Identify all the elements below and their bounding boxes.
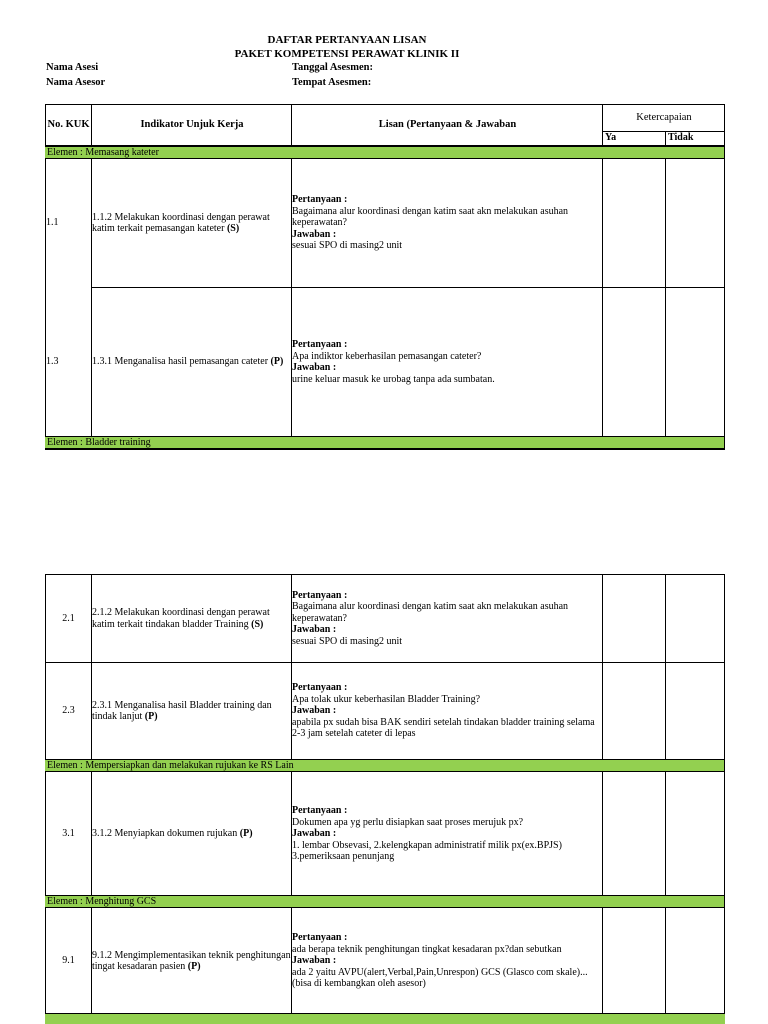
row-9-1-qa: Pertanyaan : ada berapa teknik penghitungan tingkat kesadaran px?dan sebutkan Jawaban : ada 2 yaitu AVPU(alert,Verbal,Pain,Unrespon) GCS (Glasco com skale)...(bisa di kembangkan oleh asesor) [292,932,588,990]
row-2-1-no: 2.1 [62,612,75,624]
row-9-1-no: 9.1 [62,955,75,967]
col-ya-header: Ya [605,132,617,143]
row-2-1-qa: Pertanyaan : Bagaimana alur koordinasi dengan katim saat akn melakukan asuhan keperawatan? Jawaban : sesuai SPO di masing2 unit [292,589,569,647]
row-9-1-indikator: 9.1.2 Mengimplementasikan teknik penghitungan tingat kesadaran pasien (P) [92,949,291,972]
col-tidak-header: Tidak [668,132,694,143]
row-3-1-no: 3.1 [62,828,75,840]
nama-asesi-label: Nama Asesi [46,62,99,73]
row-2-3-qa: Pertanyaan : Apa tolak ukur keberhasilan Bladder Training? Jawaban : apabila px sudah bisa BAK sendiri setelah tindakan bladder training selama 2-3 jam setelah cateter di lepas [292,682,595,740]
row-1-1-no: 1.1 [46,217,59,229]
col-lisan-header: Lisan (Pertanyaan & Jawaban [378,119,517,131]
tempat-asesmen-label: Tempat Asesmen: [292,77,372,88]
doc-title-2: PAKET KOMPETENSI PERAWAT KLINIK II [234,48,460,60]
doc-title-1: DAFTAR PERTANYAAN LISAN [267,34,427,46]
tanggal-asesmen-label: Tanggal Asesmen: [292,62,374,73]
row-2-3-indikator: 2.3.1 Menganalisa hasil Bladder training dan tindak lanjut (P) [92,699,272,722]
row-1-3-qa: Pertanyaan : Apa indiktor keberhasilan pemasangan cateter? Jawaban : urine keluar masuk ke urobag tanpa ada sumbatan. [292,339,495,385]
nama-asesor-label: Nama Asesor [46,77,106,88]
element-row-memasang-kateter: Elemen : Memasang kateter [45,146,724,159]
element-row-menghitung-gcs: Elemen : Menghitung GCS [45,895,724,908]
row-2-1-indikator: 2.1.2 Melakukan koordinasi dengan perawat katim terkait tindakan bladder Training (S) [92,607,270,630]
element-row-rujukan: Elemen : Mempersiapkan dan melakukan rujukan ke RS Lain [45,759,724,772]
element-row-bladder-training: Elemen : Bladder training [45,436,724,449]
row-2-3-no: 2.3 [62,705,75,717]
col-no-kuk-header: No. KUK [47,119,90,131]
row-3-1-indikator: 3.1.2 Menyiapkan dokumen rujukan (P) [92,828,253,840]
bottom-element-strip [45,1013,725,1024]
row-1-3-no: 1.3 [46,356,59,368]
row-1-1-indikator: 1.1.2 Melakukan koordinasi dengan perawat katim terkait pemasangan kateter (S) [92,211,270,234]
col-ketercapaian-header: Ketercapaian [636,111,692,123]
row-3-1-qa: Pertanyaan : Dokumen apa yg perlu disiapkan saat proses merujuk px? Jawaban : 1. lembar Obsevasi, 2.kelengkapan administratif milik px(ex.BPJS) 3.pemeriksaan penunjang [292,805,562,863]
row-1-3-indikator: 1.3.1 Menganalisa hasil pemasangan cateter (P) [92,356,284,368]
row-1-1-qa: Pertanyaan : Bagaimana alur koordinasi dengan katim saat akn melakukan asuhan keperawatan? Jawaban : sesuai SPO di masing2 unit [292,194,569,252]
col-indikator-header: Indikator Unjuk Kerja [140,119,244,131]
